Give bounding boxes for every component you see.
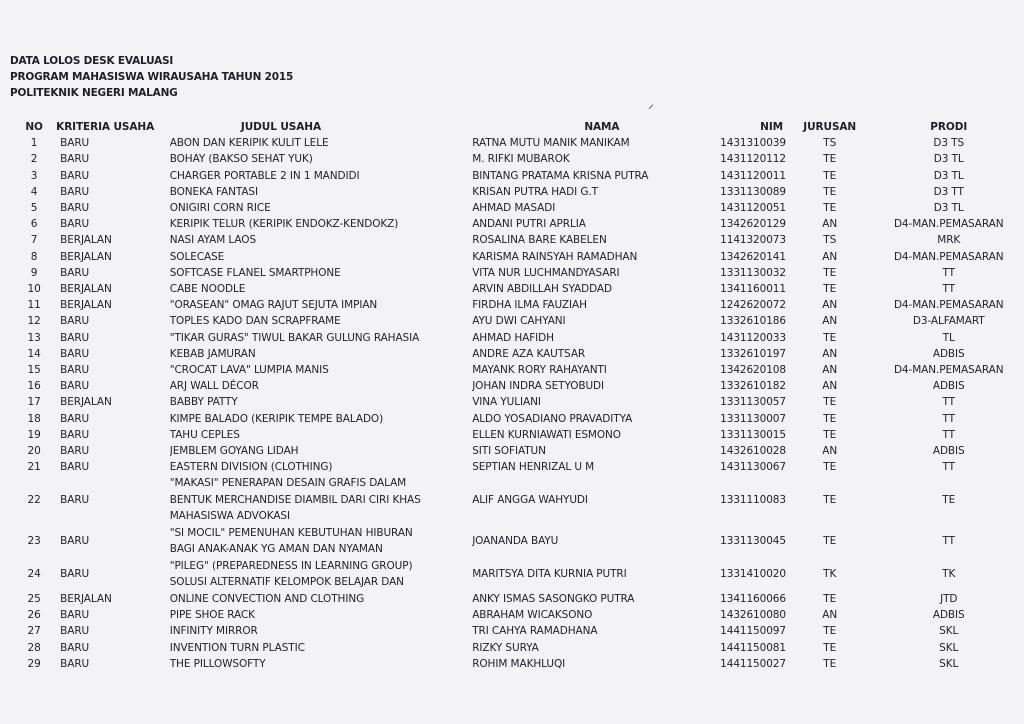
cell-nama: RIZKY SURYA xyxy=(472,641,539,654)
judul-line: INVENTION TURN PLASTIC xyxy=(169,641,305,654)
cell-prodi: ADBIS xyxy=(932,347,965,360)
cell-no: 23 xyxy=(27,535,41,548)
cell-nim: 1441150027 xyxy=(720,657,786,670)
cell-judul xyxy=(170,346,472,362)
cell-nim: 1331130007 xyxy=(720,412,786,425)
cell-nim: 1342620141 xyxy=(720,250,786,263)
judul-line: "ORASEAN" OMAG RAJUT SEJUTA IMPIAN xyxy=(169,299,378,312)
judul-line: ABON DAN KERIPIK KULIT LELE xyxy=(169,137,329,150)
cell-jurusan: TE xyxy=(823,641,837,654)
judul-line: TAHU CEPLES xyxy=(169,428,240,441)
table-row xyxy=(15,640,1024,656)
cell-judul xyxy=(170,168,472,184)
table-row xyxy=(15,411,1024,427)
judul-line: JEMBLEM GOYANG LIDAH xyxy=(169,445,299,458)
cell-nama: JOHAN INDRA SETYOBUDI xyxy=(472,380,605,393)
cell-kriteria: BARU xyxy=(60,461,90,474)
cell-jurusan: AN xyxy=(822,315,838,328)
judul-line: "CROCAT LAVA" LUMPIA MANIS xyxy=(169,364,329,377)
cell-prodi: ADBIS xyxy=(932,380,965,393)
cell-nama: KRISAN PUTRA HADI G.T xyxy=(472,185,598,198)
judul-line: SOLUSI ALTERNATIF KELOMPOK BELAJAR DAN xyxy=(169,576,404,589)
cell-no: 28 xyxy=(27,641,41,654)
cell-jurusan: AN xyxy=(822,609,838,622)
table-row xyxy=(15,591,1024,607)
cell-no: 18 xyxy=(27,412,41,425)
judul-line: TOPLES KADO DAN SCRAPFRAME xyxy=(169,315,341,328)
cell-jurusan: TE xyxy=(823,283,837,296)
table-row xyxy=(15,265,1024,281)
table-row xyxy=(15,623,1024,639)
cell-jurusan: TE xyxy=(823,202,837,215)
cell-prodi: TK xyxy=(942,568,956,581)
cell-jurusan: TE xyxy=(823,412,837,425)
cell-prodi: TT xyxy=(942,412,955,425)
table-body xyxy=(15,135,1024,672)
cell-jurusan: TE xyxy=(823,185,837,198)
cell-jurusan: TK xyxy=(823,568,837,581)
cell-jurusan: AN xyxy=(822,380,838,393)
cell-prodi: D4-MAN.PEMASARAN xyxy=(893,218,1004,231)
judul-line: EASTERN DIVISION (CLOTHING) xyxy=(169,461,333,474)
cell-jurusan: TE xyxy=(823,331,837,344)
cell-nama: ROSALINA BARE KABELEN xyxy=(472,234,607,247)
cell-no: 20 xyxy=(27,445,41,458)
cell-jurusan: TE xyxy=(823,657,837,670)
cell-nama: BINTANG PRATAMA KRISNA PUTRA xyxy=(472,169,649,182)
cell-prodi: TE xyxy=(942,494,956,507)
cell-nim: 1331130045 xyxy=(720,535,786,548)
judul-line: BABBY PATTY xyxy=(169,396,238,409)
cell-nim: 1242620072 xyxy=(720,299,786,312)
cell-prodi: D3 TT xyxy=(933,185,964,198)
cell-nim: 1331410020 xyxy=(720,568,786,581)
cell-judul xyxy=(170,135,472,151)
cell-judul xyxy=(170,394,472,410)
cell-nim: 1332610197 xyxy=(720,347,786,360)
cell-jurusan: AN xyxy=(822,250,838,263)
cell-nim: 1331110083 xyxy=(720,494,786,507)
cell-kriteria: BARU xyxy=(60,657,90,670)
cell-jurusan: AN xyxy=(822,347,838,360)
cell-nim: 1342620129 xyxy=(720,218,786,231)
cell-prodi: D4-MAN.PEMASARAN xyxy=(893,299,1004,312)
judul-line: BOHAY (BAKSO SEHAT YUK) xyxy=(169,153,313,166)
judul-line: ONLINE CONVECTION AND CLOTHING xyxy=(169,592,365,605)
judul-line: BENTUK MERCHANDISE DIAMBIL DARI CIRI KHAS xyxy=(169,493,421,506)
cell-no: 7 xyxy=(30,234,38,247)
table-row xyxy=(15,281,1024,297)
cell-kriteria: BARU xyxy=(60,347,90,360)
cell-jurusan: TS xyxy=(823,137,837,150)
cell-kriteria: BARU xyxy=(60,315,90,328)
cell-no: 3 xyxy=(30,169,38,182)
cell-kriteria: BARU xyxy=(60,218,90,231)
judul-line: "TIKAR GURAS" TIWUL BAKAR GULUNG RAHASIA xyxy=(169,331,420,344)
cell-jurusan: AN xyxy=(822,364,838,377)
cell-prodi: D3 TL xyxy=(933,169,964,182)
cell-kriteria: BARU xyxy=(60,535,90,548)
cell-judul xyxy=(170,558,472,591)
cell-prodi: TT xyxy=(942,266,955,279)
cell-no: 2 xyxy=(30,153,38,166)
cell-judul xyxy=(170,249,472,265)
cell-kriteria: BERJALAN xyxy=(60,396,112,409)
cell-jurusan: TE xyxy=(823,592,837,605)
cell-nama: M. RIFKI MUBAROK xyxy=(472,153,570,166)
cell-jurusan: TE xyxy=(823,461,837,474)
cell-prodi: TT xyxy=(942,535,955,548)
cell-nim: 1341160066 xyxy=(720,592,786,605)
column-header-judul: JUDUL USAHA xyxy=(240,121,321,133)
table-row xyxy=(15,443,1024,459)
table-row xyxy=(15,249,1024,265)
judul-line: INFINITY MIRROR xyxy=(169,625,258,638)
cell-prodi: TT xyxy=(942,428,955,441)
cell-nim: 1431120051 xyxy=(720,202,786,215)
table-row xyxy=(15,378,1024,394)
cell-nim: 1432610080 xyxy=(720,609,786,622)
cell-judul xyxy=(170,378,472,394)
cell-kriteria: BARU xyxy=(60,641,90,654)
cell-kriteria: BARU xyxy=(60,609,90,622)
cell-prodi: SKL xyxy=(939,657,959,670)
cell-judul xyxy=(170,656,472,672)
table-row xyxy=(15,558,1024,591)
cell-nama: AHMAD MASADI xyxy=(472,202,556,215)
cell-no: 12 xyxy=(27,315,41,328)
cell-judul xyxy=(170,200,472,216)
cell-jurusan: TE xyxy=(823,625,837,638)
cell-jurusan: TE xyxy=(823,535,837,548)
cell-nama: ANDRE AZA KAUTSAR xyxy=(472,347,586,360)
table-row xyxy=(15,427,1024,443)
cell-nim: 1432610028 xyxy=(720,445,786,458)
cell-nama: AYU DWI CAHYANI xyxy=(472,315,566,328)
judul-line: THE PILLOWSOFTY xyxy=(169,657,266,670)
cell-kriteria: BARU xyxy=(60,445,90,458)
judul-line: KEBAB JAMURAN xyxy=(169,347,256,360)
cell-nim: 1332610182 xyxy=(720,380,786,393)
cell-nama: ELLEN KURNIAWATI ESMONO xyxy=(472,428,621,441)
table-row xyxy=(15,362,1024,378)
column-header-nim: NIM xyxy=(760,121,783,133)
table-header-row xyxy=(15,119,1024,135)
cell-kriteria: BARU xyxy=(60,380,90,393)
table-row xyxy=(15,346,1024,362)
judul-line: BAGI ANAK-ANAK YG AMAN DAN NYAMAN xyxy=(169,543,383,556)
column-header-no: NO xyxy=(25,121,43,133)
cell-jurusan: TE xyxy=(823,494,837,507)
judul-line: SOFTCASE FLANEL SMARTPHONE xyxy=(169,266,341,279)
cell-no: 19 xyxy=(27,428,41,441)
judul-line: MAHASISWA ADVOKASI xyxy=(169,510,290,523)
cell-nim: 1342620108 xyxy=(720,364,786,377)
judul-line: NASI AYAM LAOS xyxy=(169,234,257,247)
cell-nama: SITI SOFIATUN xyxy=(472,445,546,458)
cell-judul xyxy=(170,443,472,459)
results-table xyxy=(15,119,1024,672)
cell-nama: KARISMA RAINSYAH RAMADHAN xyxy=(472,250,638,263)
judul-line: BONEKA FANTASI xyxy=(169,185,258,198)
cell-nim: 1431120011 xyxy=(720,169,786,182)
table-row xyxy=(15,184,1024,200)
cell-jurusan: AN xyxy=(822,445,838,458)
cell-judul xyxy=(170,232,472,248)
cell-kriteria: BARU xyxy=(60,625,90,638)
cell-prodi: D3 TS xyxy=(933,137,965,150)
cell-judul xyxy=(170,525,472,558)
header-line-2: PROGRAM MAHASISWA WIRAUSAHA TAHUN 2015 xyxy=(10,71,294,83)
table-row xyxy=(15,135,1024,151)
cell-prodi: JTD xyxy=(940,592,958,605)
column-header-prodi: PRODI xyxy=(930,121,968,133)
cell-nim: 1441150081 xyxy=(720,641,786,654)
cell-prodi: D3 TL xyxy=(933,153,964,166)
cell-prodi: TT xyxy=(942,461,955,474)
cell-kriteria: BARU xyxy=(60,568,90,581)
judul-line: "SI MOCIL" PEMENUHAN KEBUTUHAN HIBURAN xyxy=(169,526,413,539)
cell-jurusan: TE xyxy=(823,266,837,279)
cell-judul xyxy=(170,216,472,232)
cell-no: 15 xyxy=(27,364,41,377)
judul-line: PIPE SHOE RACK xyxy=(169,609,255,622)
table-row xyxy=(15,313,1024,329)
cell-jurusan: TE xyxy=(823,169,837,182)
cell-judul xyxy=(170,330,472,346)
judul-line: ONIGIRI CORN RICE xyxy=(169,202,271,215)
cell-kriteria: BERJALAN xyxy=(60,250,112,263)
cell-kriteria: BARU xyxy=(60,137,90,150)
cell-prodi: SKL xyxy=(939,641,959,654)
cell-nama: ANDANI PUTRI APRLIA xyxy=(472,218,586,231)
cell-no: 1 xyxy=(30,137,38,150)
cell-jurusan: TE xyxy=(823,428,837,441)
cell-nama: MARITSYA DITA KURNIA PUTRI xyxy=(472,568,627,581)
cell-prodi: D4-MAN.PEMASARAN xyxy=(893,364,1004,377)
table-row xyxy=(15,607,1024,623)
table-row xyxy=(15,232,1024,248)
cell-no: 8 xyxy=(30,250,38,263)
cell-no: 25 xyxy=(27,592,41,605)
cell-no: 13 xyxy=(27,331,41,344)
judul-line: CABE NOODLE xyxy=(169,283,246,296)
cell-prodi: TL xyxy=(942,331,955,344)
cell-nim: 1332610186 xyxy=(720,315,786,328)
judul-line: SOLECASE xyxy=(169,250,225,263)
cell-no: 10 xyxy=(27,283,41,296)
cell-no: 16 xyxy=(27,380,41,393)
header-line-3: POLITEKNIK NEGERI MALANG xyxy=(10,87,178,99)
cell-nama: TRI CAHYA RAMADHANA xyxy=(472,625,598,638)
cell-no: 22 xyxy=(27,494,41,507)
cell-judul xyxy=(170,475,472,525)
cell-kriteria: BARU xyxy=(60,266,90,279)
table-row xyxy=(15,216,1024,232)
cell-nim: 1141320073 xyxy=(720,234,786,247)
cell-judul xyxy=(170,362,472,378)
cell-nim: 1331130089 xyxy=(720,185,786,198)
table-row xyxy=(15,656,1024,672)
judul-line: KERIPIK TELUR (KERIPIK ENDOKZ-KENDOKZ) xyxy=(169,218,399,231)
cell-nama: RATNA MUTU MANIK MANIKAM xyxy=(472,137,630,150)
cell-judul xyxy=(170,607,472,623)
cell-no: 11 xyxy=(27,299,41,312)
cell-kriteria: BARU xyxy=(60,202,90,215)
cell-no: 14 xyxy=(27,347,41,360)
cell-judul xyxy=(170,184,472,200)
cell-jurusan: TE xyxy=(823,396,837,409)
cell-kriteria: BARU xyxy=(60,412,90,425)
judul-line: "MAKASI" PENERAPAN DESAIN GRAFIS DALAM xyxy=(169,477,407,490)
cell-kriteria: BERJALAN xyxy=(60,283,112,296)
cell-nama: SEPTIAN HENRIZAL U M xyxy=(472,461,595,474)
cell-prodi: D3 TL xyxy=(933,202,964,215)
cell-nim: 1331130032 xyxy=(720,266,786,279)
cell-jurusan: AN xyxy=(822,299,838,312)
cell-nama: ANKY ISMAS SASONGKO PUTRA xyxy=(472,592,635,605)
table-row xyxy=(15,475,1024,525)
cell-nama: JOANANDA BAYU xyxy=(472,535,559,548)
cell-kriteria: BARU xyxy=(60,169,90,182)
cell-kriteria: BARU xyxy=(60,364,90,377)
cell-judul xyxy=(170,427,472,443)
cell-prodi: MRK xyxy=(937,234,961,247)
judul-line: "PILEG" (PREPAREDNESS IN LEARNING GROUP) xyxy=(169,559,413,572)
judul-line: ARJ WALL DÉCOR xyxy=(169,380,259,393)
cell-judul xyxy=(170,623,472,639)
cell-judul xyxy=(170,297,472,313)
cell-nama: ABRAHAM WICAKSONO xyxy=(472,609,593,622)
table-row xyxy=(15,200,1024,216)
cell-kriteria: BARU xyxy=(60,494,90,507)
cell-no: 17 xyxy=(27,396,41,409)
cell-jurusan: TE xyxy=(823,153,837,166)
cell-kriteria: BERJALAN xyxy=(60,299,112,312)
cell-judul xyxy=(170,459,472,475)
table-row xyxy=(15,525,1024,558)
cell-no: 4 xyxy=(30,185,38,198)
cell-judul xyxy=(170,151,472,167)
cell-judul xyxy=(170,411,472,427)
cell-no: 9 xyxy=(30,266,38,279)
cell-nim: 1431130067 xyxy=(720,461,786,474)
cell-prodi: SKL xyxy=(939,625,959,638)
table-row xyxy=(15,394,1024,410)
cell-nama: VINA YULIANI xyxy=(472,396,541,409)
cell-nim: 1441150097 xyxy=(720,625,786,638)
judul-line: KIMPE BALADO (KERIPIK TEMPE BALADO) xyxy=(169,412,384,425)
cell-nim: 1431120112 xyxy=(720,153,786,166)
cell-nama: VITA NUR LUCHMANDYASARI xyxy=(472,266,620,279)
cell-prodi: TT xyxy=(942,396,955,409)
cell-kriteria: BARU xyxy=(60,428,90,441)
cell-judul xyxy=(170,313,472,329)
cell-no: 6 xyxy=(30,218,38,231)
cell-kriteria: BARU xyxy=(60,185,90,198)
cell-nama: MAYANK RORY RAHAYANTI xyxy=(472,364,607,377)
cell-kriteria: BERJALAN xyxy=(60,234,112,247)
cell-no: 5 xyxy=(30,202,38,215)
table-row xyxy=(15,168,1024,184)
cell-kriteria: BARU xyxy=(60,153,90,166)
document-header xyxy=(10,53,293,101)
cell-nim: 1431120033 xyxy=(720,331,786,344)
cell-nama: FIRDHA ILMA FAUZIAH xyxy=(472,299,587,312)
cell-jurusan: AN xyxy=(822,218,838,231)
cell-nim: 1331130057 xyxy=(720,396,786,409)
cell-nama: ARVIN ABDILLAH SYADDAD xyxy=(472,283,612,296)
table-row xyxy=(15,151,1024,167)
cell-judul xyxy=(170,591,472,607)
cell-no: 26 xyxy=(27,609,41,622)
cell-judul xyxy=(170,640,472,656)
cell-nim: 1331130015 xyxy=(720,428,786,441)
cell-prodi: ADBIS xyxy=(932,609,965,622)
cell-nim: 1341160011 xyxy=(720,283,786,296)
scan-mark: ⸍ xyxy=(648,102,655,116)
cell-no: 24 xyxy=(27,568,41,581)
cell-prodi: TT xyxy=(942,283,955,296)
cell-kriteria: BARU xyxy=(60,331,90,344)
cell-prodi: ADBIS xyxy=(932,445,965,458)
cell-nim: 1431310039 xyxy=(720,137,786,150)
cell-no: 21 xyxy=(27,461,41,474)
table-row xyxy=(15,459,1024,475)
cell-nama: ALDO YOSADIANO PRAVADITYA xyxy=(472,412,633,425)
column-header-kriteria: KRITERIA USAHA xyxy=(56,121,155,133)
header-line-1: DATA LOLOS DESK EVALUASI xyxy=(10,55,174,67)
cell-nama: ALIF ANGGA WAHYUDI xyxy=(472,494,588,507)
cell-prodi: D3-ALFAMART xyxy=(912,315,985,328)
cell-kriteria: BERJALAN xyxy=(60,592,112,605)
column-header-nama: NAMA xyxy=(584,121,620,133)
cell-no: 29 xyxy=(27,657,41,670)
column-header-jurusan: JURUSAN xyxy=(803,121,857,133)
table-row xyxy=(15,297,1024,313)
judul-line: CHARGER PORTABLE 2 IN 1 MANDIDI xyxy=(169,169,360,182)
cell-no: 27 xyxy=(27,625,41,638)
cell-prodi: D4-MAN.PEMASARAN xyxy=(893,250,1004,263)
table-row xyxy=(15,330,1024,346)
cell-jurusan: TS xyxy=(823,234,837,247)
cell-judul xyxy=(170,281,472,297)
cell-judul xyxy=(170,265,472,281)
cell-nama: ROHIM MAKHLUQI xyxy=(472,657,566,670)
cell-nama: AHMAD HAFIDH xyxy=(472,331,554,344)
